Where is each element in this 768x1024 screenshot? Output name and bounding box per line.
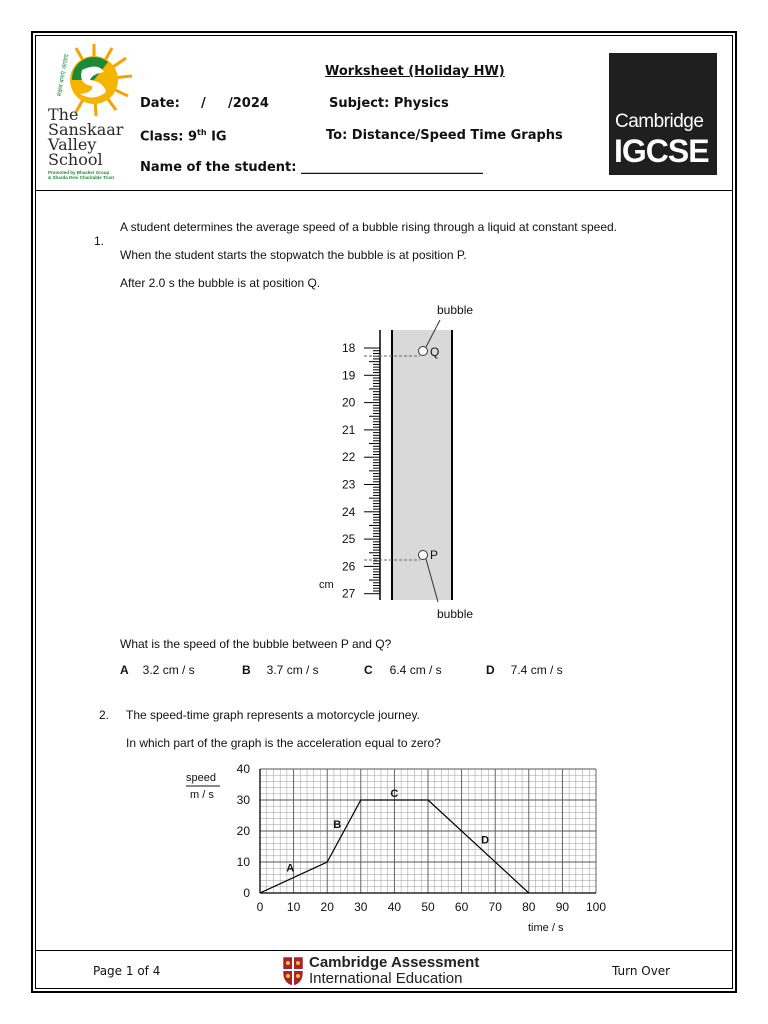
q1-option-c[interactable]: C 6.4 cm / s	[364, 663, 442, 677]
cambridge-logo-line1: Cambridge	[615, 111, 704, 132]
q1-option-a[interactable]: A 3.2 cm / s	[120, 663, 195, 677]
bubble-p-circle	[419, 551, 428, 560]
class-label: Class: 9th IG	[140, 128, 227, 145]
x-tick-label: 80	[522, 900, 536, 914]
q1-option-b[interactable]: B 3.7 cm / s	[242, 663, 319, 677]
school-name-line-2: Sanskaar	[48, 120, 124, 139]
bubble-q-circle	[419, 347, 428, 356]
cambridge-logo-line2: IGCSE	[614, 133, 709, 169]
x-tick-label: 10	[286, 900, 301, 914]
x-tick-label: 100	[585, 900, 607, 914]
header-divider	[35, 190, 733, 191]
bubble-bottom-label: bubble	[437, 607, 474, 621]
topic: To: Distance/Speed Time Graphs	[326, 128, 563, 143]
date-year: /2024	[228, 96, 269, 111]
q1-number: 1.	[94, 234, 105, 248]
y-axis-unit: m / s	[190, 789, 214, 801]
cambridge-crest-icon	[282, 955, 304, 987]
page-number: Page 1 of 4	[93, 964, 161, 978]
x-tick-label: 70	[488, 900, 502, 914]
x-tick-label: 40	[387, 900, 402, 914]
y-tick-label: 10	[236, 855, 250, 869]
ruler-label: 20	[342, 395, 356, 410]
q1-question: What is the speed of the bubble between P and Q?	[120, 637, 392, 651]
q1-line-1: A student determines the average speed of a bubble rising through a liquid at constant speed.	[120, 220, 618, 234]
ruler-label: 21	[342, 422, 356, 437]
speed-time-graph	[180, 760, 620, 940]
logo-arc-text: सक्षम बनाएं आज़ाद	[55, 53, 71, 97]
subject: Subject: Physics	[329, 96, 449, 111]
x-tick-label: 30	[354, 900, 368, 914]
q1-line-3: After 2.0 s the bubble is at position Q.	[120, 276, 321, 290]
ruler-label: 22	[342, 450, 356, 465]
ruler-label: 24	[342, 504, 356, 519]
student-name-field: Name of the student: ____________________________	[140, 160, 483, 175]
x-tick-label: 50	[421, 900, 435, 914]
ruler-label: 19	[342, 368, 356, 383]
bubble-top-label: bubble	[437, 303, 474, 317]
turn-over: Turn Over	[612, 964, 671, 978]
footer-assessment-line1: Cambridge Assessment	[309, 954, 480, 971]
date-separator: /	[201, 96, 206, 111]
segment-label-a: A	[286, 862, 295, 875]
segment-label-c: C	[390, 787, 399, 800]
x-tick-label: 90	[555, 900, 570, 914]
date-label: Date:	[140, 96, 180, 111]
y-tick-label: 0	[243, 886, 250, 900]
ruler-label: 18	[342, 341, 356, 355]
school-name-line-1: The	[48, 105, 79, 124]
x-tick-label: 60	[454, 900, 469, 914]
x-axis-label: time / s	[528, 922, 564, 934]
q2-number: 2.	[99, 708, 110, 722]
cambridge-igcse-logo	[609, 53, 717, 175]
x-tick-label: 20	[320, 900, 334, 914]
school-name-line-3: Valley	[48, 135, 97, 154]
q2-line-2: In which part of the graph is the acceleration equal to zero?	[126, 736, 441, 750]
y-axis-label: speed	[186, 772, 216, 784]
y-tick-label: 30	[236, 793, 250, 807]
ruler-unit: cm	[319, 579, 334, 591]
ruler-label: 25	[342, 532, 356, 547]
school-promoted-line-2: & Sharda Devi Charitable Trust	[48, 175, 115, 180]
school-name-line-4: School	[48, 150, 103, 169]
worksheet-title: Worksheet (Holiday HW)	[325, 64, 505, 79]
ruler-label: 27	[342, 586, 356, 601]
footer-assessment-line2: International Education	[309, 970, 463, 987]
ruler-label: 23	[342, 477, 356, 492]
ruler-label: 26	[342, 559, 356, 574]
q2-line-1: The speed-time graph represents a motorcycle journey.	[126, 708, 420, 722]
q1-option-d[interactable]: D 7.4 cm / s	[486, 663, 563, 677]
x-tick-label: 0	[256, 900, 264, 914]
y-tick-label: 40	[236, 762, 250, 776]
segment-label-d: D	[481, 834, 490, 847]
q1-line-2: When the student starts the stopwatch the bubble is at position P.	[120, 248, 467, 262]
footer-divider	[35, 950, 733, 951]
bubble-tube-figure	[310, 300, 490, 625]
point-q-label: Q	[430, 345, 440, 359]
y-tick-label: 20	[236, 824, 250, 838]
school-promoted-line-1: Promoted by Bhasker Group	[48, 170, 110, 175]
point-p-label: P	[430, 548, 439, 562]
segment-label-b: B	[333, 818, 342, 831]
